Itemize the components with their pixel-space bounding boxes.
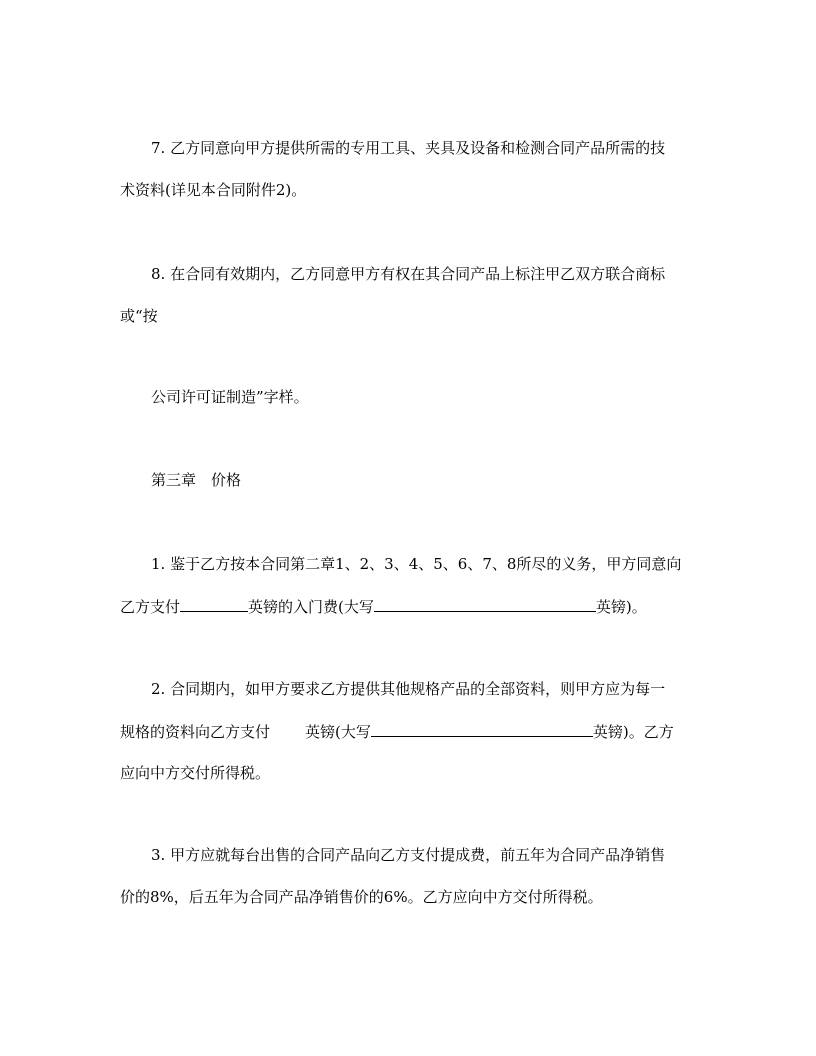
price-clause-1-text-a: 乙方支付 — [120, 598, 181, 616]
price-clause-2-line-1: 2. 合同期内，如甲方要求乙方提供其他规格产品的全部资料，则甲方应为每一 — [151, 680, 666, 698]
price-clause-1-text-b: 英镑的入门费(大写 — [248, 598, 374, 616]
clause-7-line-2: 术资料(详见本合同附件2)。 — [120, 181, 307, 199]
price-clause-2-text-a: 规格的资料向乙方支付 — [120, 723, 271, 741]
clause-8-line-3: 公司许可证制造”字样。 — [151, 388, 309, 406]
price-clause-2-text-b: 英镑(大写 — [305, 723, 371, 741]
price-clause-1-line-1: 1. 鉴于乙方按本合同第二章1、2、3、4、5、6、7、8所尽的义务，甲方同意向 — [151, 555, 682, 573]
entry-fee-amount-blank — [180, 596, 248, 612]
price-clause-2-line-3: 应向中方交付所得税。 — [120, 764, 271, 782]
price-clause-1-text-c: 英镑)。 — [595, 598, 647, 616]
price-clause-2-text-c: 英镑)。乙方 — [592, 723, 674, 741]
spec-fee-words-blank — [371, 721, 593, 737]
clause-8-line-1: 8. 在合同有效期内，乙方同意甲方有权在其合同产品上标注甲乙双方联合商标 — [151, 265, 666, 283]
chapter-heading: 第三章 价格 — [151, 471, 242, 489]
price-clause-3-line-1: 3. 甲方应就每台出售的合同产品向乙方支付提成费，前五年为合同产品净销售 — [151, 846, 666, 864]
price-clause-1-line-2 — [120, 596, 647, 617]
clause-8-line-2: 或“按 — [120, 307, 158, 325]
clause-7-line-1: 7. 乙方同意向甲方提供所需的专用工具、夹具及设备和检测合同产品所需的技 — [151, 139, 666, 157]
entry-fee-words-blank — [374, 596, 596, 612]
price-clause-2-line-2 — [120, 721, 674, 742]
price-clause-3-line-2: 价的8%，后五年为合同产品净销售价的6%。乙方应向中方交付所得税。 — [120, 888, 603, 906]
